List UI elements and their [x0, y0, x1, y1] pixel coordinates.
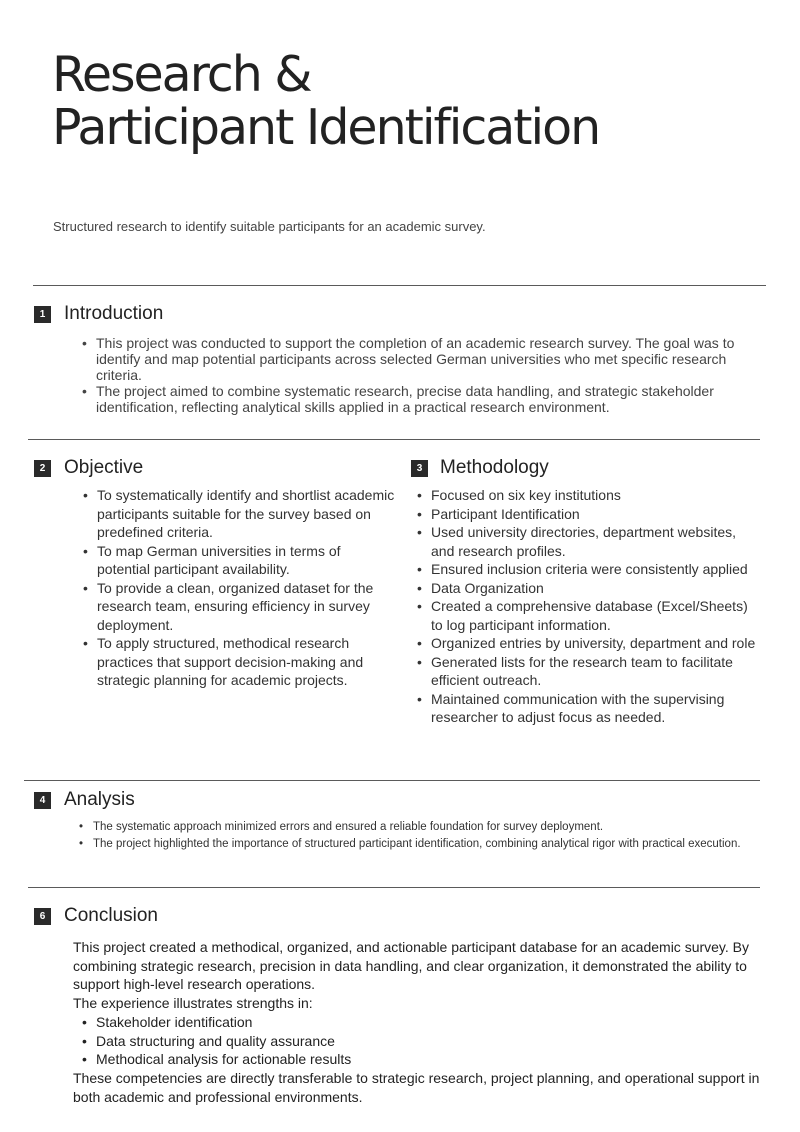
section-number-analysis: 4 [34, 792, 51, 809]
list-item: • Used university directories, department websites, and research profiles. [415, 523, 760, 560]
section-title-introduction: Introduction [64, 303, 164, 324]
list-item: • Ensured inclusion criteria were consistently applied [415, 560, 760, 579]
list-item: • Data structuring and quality assurance [73, 1032, 773, 1051]
list-item: • To systematically identify and shortlist academic participants suitable for the survey based on predefined criteria. [81, 486, 397, 542]
section-number-objective: 2 [34, 460, 51, 477]
list-item: • Created a comprehensive database (Excel/Sheets) to log participant information. [415, 597, 760, 634]
list-item: • Generated lists for the research team to facilitate efficient outreach. [415, 653, 760, 690]
list-item: • Organized entries by university, department and role [415, 634, 760, 653]
section-number-conclusion: 6 [34, 908, 51, 925]
list-item: • Participant Identification [415, 505, 760, 524]
list-item: • Methodical analysis for actionable results [73, 1050, 773, 1069]
list-item: • To map German universities in terms of potential participant availability. [81, 542, 397, 579]
divider-analysis [28, 887, 760, 888]
introduction-list [80, 335, 745, 415]
section-title-objective: Objective [64, 457, 144, 478]
list-item: • The systematic approach minimized errors and ensured a reliable foundation for survey deployment. [77, 819, 742, 836]
section-title-analysis: Analysis [64, 789, 135, 810]
list-item: • Data Organization [415, 579, 760, 598]
list-item: • This project was conducted to support the completion of an academic research survey. The goal was to identify and map potential participants across selected German universities who met specific research criteria. [80, 335, 745, 383]
objective-list [81, 486, 397, 690]
conclusion-paragraph: This project created a methodical, organized, and actionable participant database for an academic survey. By combining strategic research, precision in data handling, and clear organization, it demonstrated the ability to support high-level research operations. [73, 939, 750, 993]
section-title-conclusion: Conclusion [64, 905, 158, 926]
list-item: • The project aimed to combine systematic research, precise data handling, and strategic stakeholder identification, reflecting analytical skills applied in a practical research environment. [80, 383, 745, 415]
conclusion-body [73, 938, 773, 1106]
conclusion-strengths-intro: The experience illustrates strengths in: [73, 995, 313, 1012]
list-item: • To provide a clean, organized dataset for the research team, ensuring efficiency in survey deployment. [81, 579, 397, 635]
list-item: • To apply structured, methodical research practices that support decision-making and strategic planning for academic projects. [81, 634, 397, 690]
methodology-list [415, 486, 760, 727]
list-item: • Maintained communication with the supervising researcher to adjust focus as needed. [415, 690, 760, 727]
divider-introduction [28, 439, 760, 440]
page-subtitle: Structured research to identify suitable participants for an academic survey. [53, 219, 486, 234]
list-item: • The project highlighted the importance of structured participant identification, combining analytical rigor with practical execution. [77, 836, 742, 853]
list-item: • Focused on six key institutions [415, 486, 760, 505]
list-item: • Stakeholder identification [73, 1013, 773, 1032]
divider-methodology [24, 780, 760, 781]
divider-top [33, 285, 766, 286]
conclusion-strengths-list [73, 1013, 773, 1069]
section-number-methodology: 3 [411, 460, 428, 477]
page-title [52, 48, 599, 154]
section-number-introduction: 1 [34, 306, 51, 323]
analysis-list [77, 819, 742, 852]
title-line-1: Research & [52, 46, 311, 103]
section-title-methodology: Methodology [440, 457, 549, 478]
title-line-2: Participant Identification [52, 99, 600, 156]
conclusion-closing: These competencies are directly transferable to strategic research, project planning, and operational support in both academic and professional environments. [73, 1069, 760, 1105]
